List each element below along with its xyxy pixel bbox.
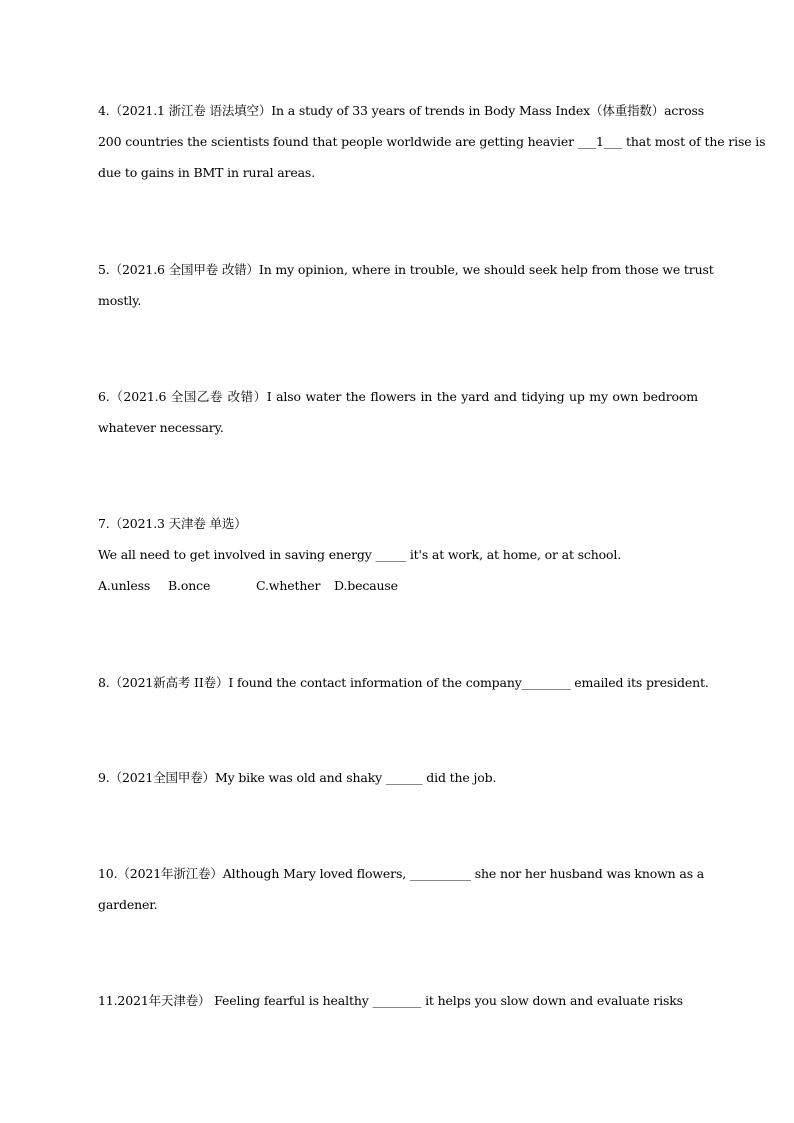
question-line: 9.（2021全国甲卷）My bike was old and shaky ______ did the job. <box>98 770 497 785</box>
question-line: mostly. <box>98 293 142 308</box>
question-8 <box>98 667 709 698</box>
question-line: We all need to get involved in saving energy _____ it's at work, at home, or at school. <box>98 547 622 562</box>
question-6 <box>98 381 698 443</box>
document-page <box>98 0 766 1123</box>
question-10 <box>98 858 705 920</box>
option-d: D.because <box>334 578 398 593</box>
question-9 <box>98 762 698 793</box>
question-7 <box>98 508 698 601</box>
question-line: 7.（2021.3 天津卷 单选） <box>98 516 247 531</box>
question-line: due to gains in BMT in rural areas. <box>98 165 316 180</box>
question-line: 4.（2021.1 浙江卷 语法填空）In a study of 33 years of trends in Body Mass Index（体重指数）across <box>98 103 705 118</box>
option-b: B.once <box>168 578 211 593</box>
question-line: 5.（2021.6 全国甲卷 改错）In my opinion, where in trouble, we should seek help from those we trust <box>98 262 714 277</box>
question-5 <box>98 254 714 316</box>
question-line: 200 countries the scientists found that people worldwide are getting heavier ___1___ that most of the rise is <box>98 134 766 149</box>
question-line: 10.（2021年浙江卷）Although Mary loved flowers, __________ she nor her husband was known as a <box>98 866 705 881</box>
question-11 <box>98 985 698 1016</box>
answer-options <box>98 570 698 601</box>
question-4 <box>98 95 766 188</box>
question-line: gardener. <box>98 897 158 912</box>
option-c: C.whether <box>256 578 321 593</box>
option-a: A.unless <box>98 578 151 593</box>
question-line: 11.2021年天津卷） Feeling fearful is healthy ________ it helps you slow down and evaluate risks <box>98 993 683 1008</box>
question-line: 6.（2021.6 全国乙卷 改错）I also water the flowers in the yard and tidying up my own bedroom <box>98 389 698 404</box>
question-line: 8.（2021新高考 II卷）I found the contact information of the company________ emailed its president. <box>98 675 709 690</box>
question-line: whatever necessary. <box>98 420 224 435</box>
